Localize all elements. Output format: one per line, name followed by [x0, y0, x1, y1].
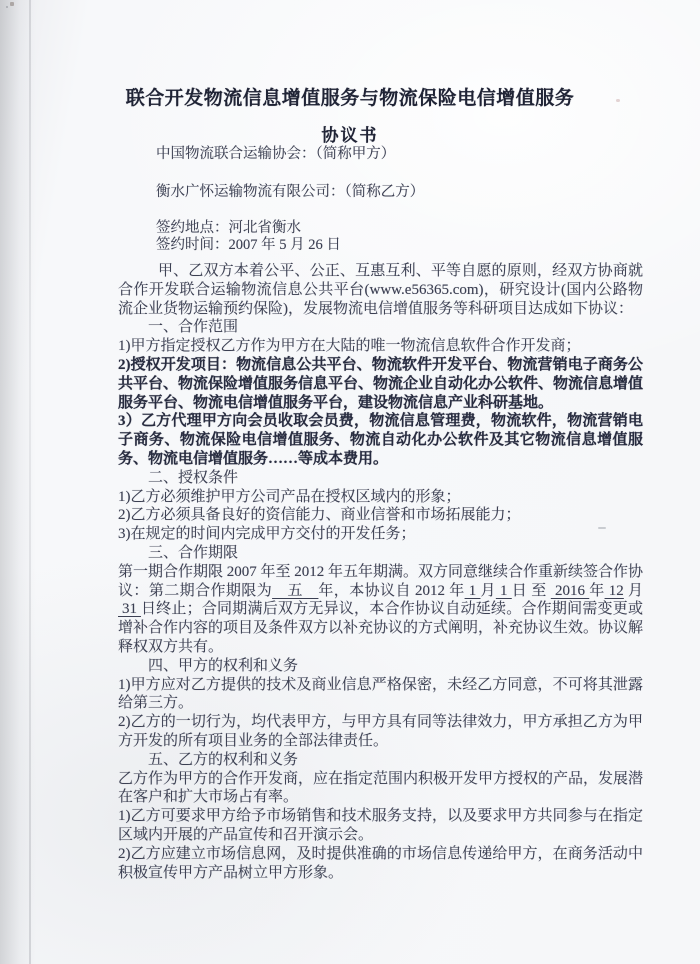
filled-blank: 1: [495, 582, 512, 599]
filled-blank: 五: [272, 582, 319, 599]
sign-place-line: 签约地点：河北省衡水: [156, 220, 301, 236]
paragraph: 2)乙方应建立市场信息网，及时提供准确的市场信息传递给甲方，在商务活动中积极宣传甲方产品树立甲方形象。: [118, 845, 643, 881]
paragraph: 2)授权开发项目：物流信息公共平台、物流软件开发平台、物流营销电子商务公共平台、物流保险增值服务信息平台、物流企业自动化办公软件、物流信息增值服务平台、物流电信增值服务平台，建设物流信息产业科研基地。: [118, 356, 644, 411]
party-a-line: 中国物流联合运输协会：（简称甲方）: [156, 146, 396, 162]
document-subtitle: 协议书: [321, 126, 379, 145]
filled-blank: 31: [118, 601, 141, 618]
section-heading: 四、甲方的权利和义务: [148, 657, 299, 674]
scan-speck: [6, 6, 8, 8]
paragraph: 3）乙方代理甲方向会员收取会员费，物流信息管理费，物流软件，物流营销电子商务、物流保险电信增值服务、物流自动化办公软件及其它物流信息增值服务、物流电信增值服务……等成本费用。: [118, 413, 643, 467]
section-heading: 二、授权条件: [148, 469, 239, 486]
section-heading: 一、合作范围: [148, 319, 239, 336]
paragraph: 乙方作为甲方的合作开发商，应在指定范围内积极开发甲方授权的产品，发展潜在客户和扩大市场占有率。: [118, 770, 644, 806]
paragraph: 第一期合作期限 2007 年至 2012 年五年期满。双方同意继续合作重新续签合作协议：第二期合作期限为 五 年，本协议自 2012 年 1 月 1 日 至 2016 年 12 月 31 日终止；合同期满后双方无异议，本合作协议自动延续。合作期间需变更或增补合作内容的项目及条件双方以补充协议的方式阐明，补充协议生效。协议解释权双方共有。: [118, 563, 644, 655]
paragraph: 3)在规定的时间内完成甲方交付的开发任务；: [118, 526, 416, 543]
paragraph: 2)乙方必须具备良好的资信能力、商业信誉和市场拓展能力；: [118, 507, 521, 524]
party-b-line: 衡水广怀运输物流有限公司：（简称乙方）: [156, 184, 425, 200]
document-body: [118, 262, 643, 882]
scan-speck: [10, 2, 14, 6]
filled-blank: 2016: [550, 582, 590, 599]
paragraph: 2)乙方的一切行为，均代表甲方，与甲方具有同等法律效力，甲方承担乙方为甲方开发的所有项目业务的全部法律责任。: [118, 714, 643, 749]
filled-blank: 12: [604, 582, 624, 599]
document-title: 联合开发物流信息增值服务与物流保险电信增值服务: [125, 88, 575, 109]
section-heading: 五、乙方的权利和义务: [148, 751, 299, 768]
parties-block: [156, 146, 424, 254]
paragraph: 1)乙方必须维护甲方公司产品在授权区域内的形象；: [118, 488, 461, 505]
section-heading: 三、合作期限: [148, 544, 239, 561]
paragraph: 甲、乙双方本着公平、公正、互惠互利、平等自愿的原则，经双方协商就合作开发联合运输物流信息公共平台(www.e56365.com)，研究设计(国内公路物流企业货物运输预约保险)，发展物流电信增值服务等科研项目达成如下协议：: [118, 263, 643, 317]
paragraph: 1)甲方指定授权乙方作为甲方在大陆的唯一物流信息软件合作开发商；: [118, 338, 581, 355]
paragraph: 1)甲方应对乙方提供的技术及商业信息严格保密，未经乙方同意，不可将其泄露给第三方。: [118, 676, 643, 712]
filled-blank: 1: [464, 582, 481, 599]
paragraph: 1)乙方可要求甲方给予市场销售和技术服务支持，以及要求甲方共同参与在指定区域内开展的产品宣传和召开演示会。: [118, 808, 643, 843]
sign-date-line: 签约时间：2007 年 5 月 26 日: [156, 237, 341, 253]
